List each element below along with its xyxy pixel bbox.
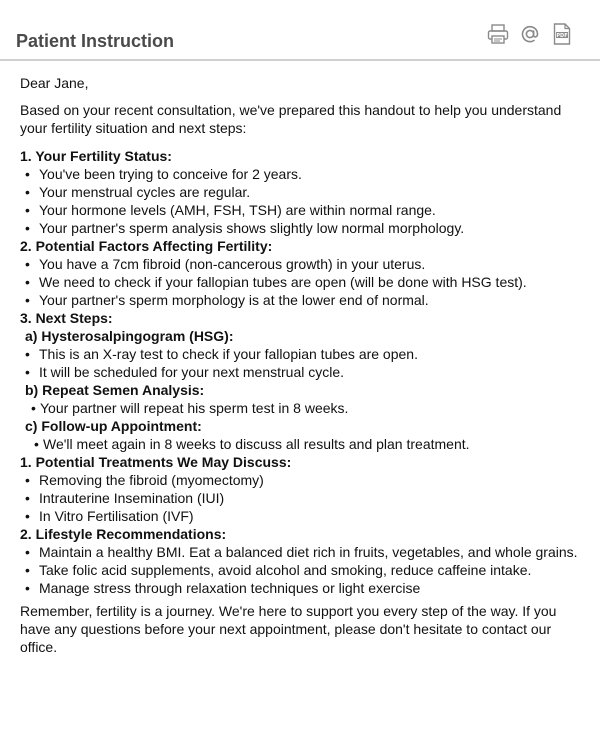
closing-paragraph: Remember, fertility is a journey. We're here to support you every step of the way. If you have any questions before your next appointment, please don't hesitate to contact our office.	[20, 603, 557, 655]
page-header	[0, 0, 600, 61]
section-heading-lifestyle: 2. Lifestyle Recommendations:	[20, 526, 227, 542]
svg-text:PDF: PDF	[556, 32, 568, 39]
list-item: • Your partner's sperm analysis shows slightly low normal morphology.	[20, 219, 580, 237]
lifestyle-list	[20, 543, 580, 597]
print-button[interactable]	[486, 22, 510, 46]
list-item: • This is an X-ray test to check if your fallopian tubes are open.	[20, 345, 580, 363]
follow-up-list	[20, 435, 580, 453]
email-at-icon	[519, 23, 541, 45]
list-item: • Maintain a healthy BMI. Eat a balanced diet rich in fruits, vegetables, and whole grains.	[20, 543, 580, 561]
pdf-icon	[553, 23, 571, 45]
list-item: • You've been trying to conceive for 2 years.	[20, 165, 580, 183]
subheading-semen-analysis: b) Repeat Semen Analysis:	[25, 382, 205, 398]
list-item: • We'll meet again in 8 weeks to discuss all results and plan treatment.	[20, 435, 580, 453]
letter-body	[0, 61, 600, 656]
subheading-follow-up: c) Follow-up Appointment:	[25, 418, 202, 434]
subheading-hsg: a) Hysterosalpingogram (HSG):	[25, 328, 234, 344]
section-heading-next-steps: 3. Next Steps:	[20, 310, 113, 326]
list-item: • Intrauterine Insemination (IUI)	[20, 489, 580, 507]
list-item: • It will be scheduled for your next menstrual cycle.	[20, 363, 580, 381]
page-title: Patient Instruction	[16, 31, 175, 51]
list-item: • Your partner will repeat his sperm test in 8 weeks.	[20, 399, 580, 417]
list-item: • Your menstrual cycles are regular.	[20, 183, 580, 201]
email-button[interactable]	[518, 22, 542, 46]
pdf-button[interactable]	[550, 22, 574, 46]
print-icon	[487, 24, 509, 44]
hsg-list	[20, 345, 580, 381]
toolbar	[486, 22, 574, 46]
greeting: Dear Jane,	[20, 75, 89, 91]
list-item: • Removing the fibroid (myomectomy)	[20, 471, 580, 489]
potential-factors-list	[20, 255, 580, 309]
list-item: • Manage stress through relaxation techniques or light exercise	[20, 579, 580, 597]
list-item: • Take folic acid supplements, avoid alcohol and smoking, reduce caffeine intake.	[20, 561, 580, 579]
list-item: • In Vitro Fertilisation (IVF)	[20, 507, 580, 525]
section-heading-treatments: 1. Potential Treatments We May Discuss:	[20, 454, 292, 470]
list-item: • You have a 7cm fibroid (non-cancerous growth) in your uterus.	[20, 255, 580, 273]
list-item: • We need to check if your fallopian tubes are open (will be done with HSG test).	[20, 273, 580, 291]
semen-analysis-list	[20, 399, 580, 417]
list-item: • Your hormone levels (AMH, FSH, TSH) are within normal range.	[20, 201, 580, 219]
list-item: • Your partner's sperm morphology is at the lower end of normal.	[20, 291, 580, 309]
treatments-list	[20, 471, 580, 525]
intro-paragraph: Based on your recent consultation, we've prepared this handout to help you understand your fertility situation and next steps:	[20, 102, 562, 136]
section-heading-potential-factors: 2. Potential Factors Affecting Fertility:	[20, 238, 273, 254]
section-heading-fertility-status: 1. Your Fertility Status:	[20, 148, 172, 164]
fertility-status-list	[20, 165, 580, 237]
